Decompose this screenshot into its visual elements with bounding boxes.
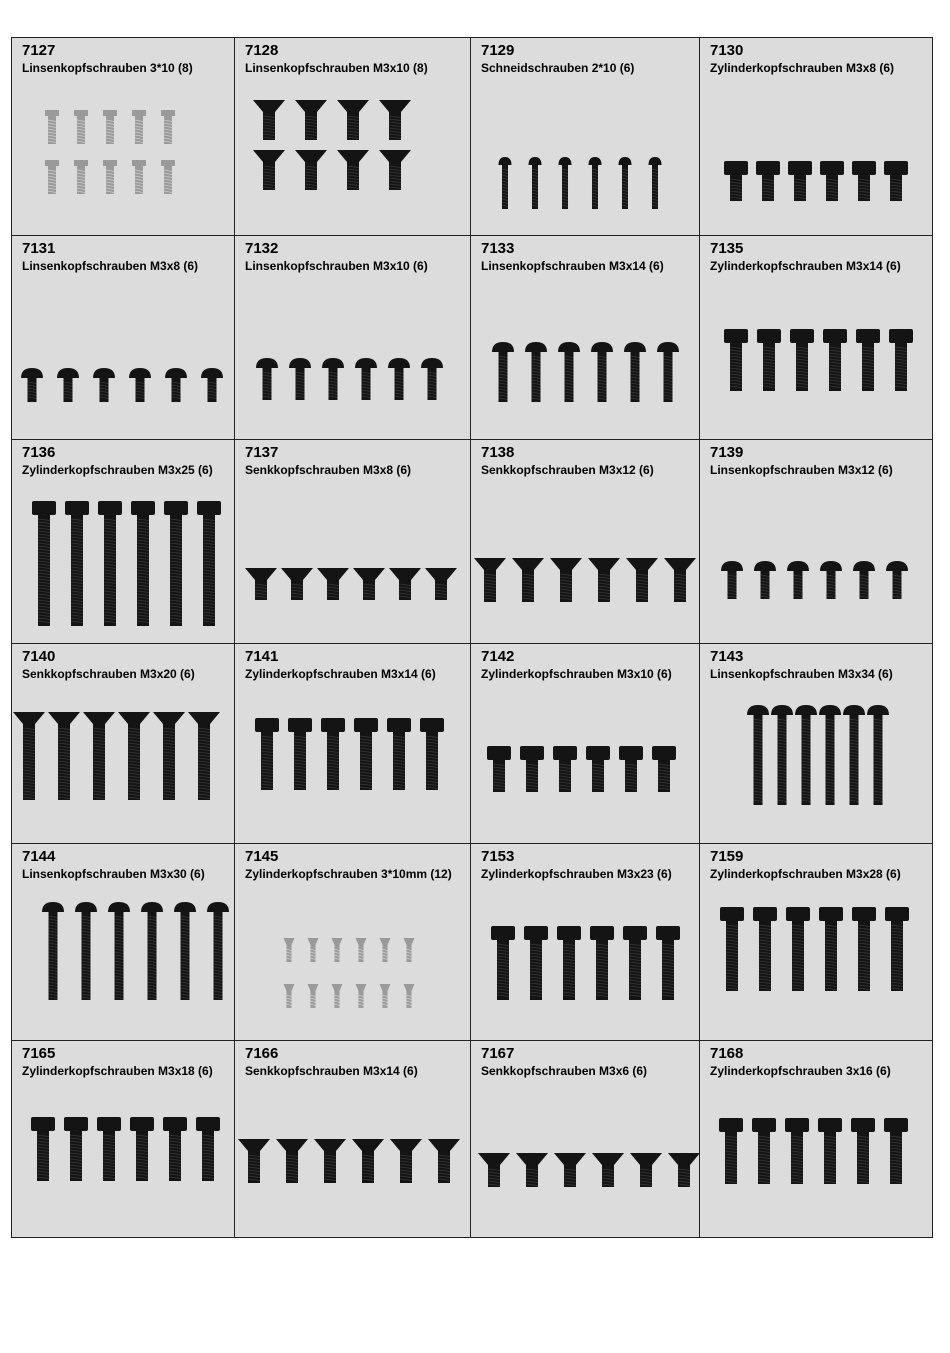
part-description: Zylinderkopfschrauben M3x25 (6) <box>22 463 213 477</box>
screw <box>757 329 781 391</box>
screw <box>379 100 411 140</box>
screw <box>64 1117 88 1181</box>
screw <box>512 558 544 602</box>
screw <box>93 368 115 402</box>
screw <box>188 712 220 800</box>
part-number: 7139 <box>710 444 744 461</box>
screw <box>103 160 117 194</box>
part-cell <box>234 1040 471 1238</box>
part-number: 7167 <box>481 1045 515 1062</box>
screw <box>626 558 658 602</box>
screw <box>354 718 378 790</box>
screw <box>788 161 812 201</box>
screw <box>253 100 285 140</box>
screw <box>785 1118 809 1184</box>
part-cell <box>699 37 933 236</box>
screw <box>75 902 97 1000</box>
part-description: Senkkopfschrauben M3x6 (6) <box>481 1064 648 1078</box>
screw <box>355 358 377 400</box>
screw <box>491 926 515 1000</box>
part-cell <box>699 1040 933 1238</box>
part-description: Linsenkopfschrauben M3x8 (6) <box>22 259 199 273</box>
part-description: Senkkopfschrauben M3x14 (6) <box>245 1064 418 1078</box>
screw <box>630 1153 662 1187</box>
screw <box>387 718 411 790</box>
part-description: Linsenkopfschrauben M3x30 (6) <box>22 867 205 881</box>
screw <box>819 705 841 805</box>
screw <box>420 718 444 790</box>
part-description: Zylinderkopfschrauben M3x23 (6) <box>481 867 672 881</box>
screw <box>818 1118 842 1184</box>
screw <box>57 368 79 402</box>
screw <box>284 938 295 962</box>
screw <box>553 746 577 792</box>
screw <box>281 568 313 600</box>
screw <box>255 718 279 790</box>
part-description: Zylinderkopfschrauben 3*10mm (12) <box>245 867 452 881</box>
screw <box>652 746 676 792</box>
screw <box>295 100 327 140</box>
part-description: Linsenkopfschrauben M3x34 (6) <box>710 667 893 681</box>
screw <box>337 150 369 190</box>
part-description: Linsenkopfschrauben 3*10 (8) <box>22 61 193 75</box>
part-number: 7159 <box>710 848 744 865</box>
part-cell <box>11 235 235 440</box>
screw <box>819 907 843 991</box>
screw <box>288 718 312 790</box>
screw <box>720 907 744 991</box>
screw <box>820 561 842 599</box>
part-number: 7166 <box>245 1045 279 1062</box>
screw <box>404 984 415 1008</box>
part-number: 7130 <box>710 42 744 59</box>
screw <box>786 907 810 991</box>
screw <box>656 926 680 1000</box>
screw <box>42 902 64 1000</box>
part-cell <box>470 1040 700 1238</box>
screw <box>32 501 56 626</box>
part-cell <box>470 643 700 844</box>
part-description: Zylinderkopfschrauben M3x10 (6) <box>481 667 672 681</box>
part-cell <box>11 843 235 1041</box>
screw <box>379 150 411 190</box>
screw <box>389 568 421 600</box>
screw <box>153 712 185 800</box>
part-cell <box>699 235 933 440</box>
screw <box>201 368 223 402</box>
screw <box>289 358 311 400</box>
part-cell <box>234 843 471 1041</box>
screw <box>624 342 646 402</box>
screw <box>97 1117 121 1181</box>
screw <box>664 558 696 602</box>
part-description: Zylinderkopfschrauben 3x16 (6) <box>710 1064 891 1078</box>
part-description: Linsenkopfschrauben M3x10 (6) <box>245 259 428 273</box>
part-number: 7127 <box>22 42 56 59</box>
screw <box>48 712 80 800</box>
screw <box>380 984 391 1008</box>
part-description: Senkkopfschrauben M3x8 (6) <box>245 463 412 477</box>
screw <box>161 110 175 144</box>
part-number: 7138 <box>481 444 515 461</box>
screw <box>851 1118 875 1184</box>
screw <box>554 1153 586 1187</box>
screw <box>724 329 748 391</box>
screw <box>478 1153 510 1187</box>
screw <box>520 746 544 792</box>
part-description: Zylinderkopfschrauben M3x14 (6) <box>245 667 436 681</box>
screw <box>795 705 817 805</box>
screw <box>649 157 662 209</box>
screw <box>131 501 155 626</box>
screw <box>132 110 146 144</box>
screw <box>853 561 875 599</box>
part-number: 7144 <box>22 848 56 865</box>
screw <box>13 712 45 800</box>
screw <box>588 558 620 602</box>
part-cell <box>470 439 700 644</box>
screw <box>45 110 59 144</box>
part-cell <box>699 843 933 1041</box>
part-description: Zylinderkopfschrauben M3x18 (6) <box>22 1064 213 1078</box>
screw <box>756 161 780 201</box>
screw <box>428 1139 460 1183</box>
screw <box>623 926 647 1000</box>
part-cell <box>699 439 933 644</box>
screw <box>163 1117 187 1181</box>
part-cell <box>234 439 471 644</box>
part-description: Senkkopfschrauben M3x20 (6) <box>22 667 195 681</box>
screw <box>592 1153 624 1187</box>
screw <box>421 358 443 400</box>
screw <box>197 501 221 626</box>
screw <box>558 342 580 402</box>
screw <box>245 568 277 600</box>
part-cell <box>470 235 700 440</box>
screw <box>516 1153 548 1187</box>
screw <box>308 984 319 1008</box>
screw <box>559 157 572 209</box>
screw <box>524 926 548 1000</box>
part-number: 7133 <box>481 240 515 257</box>
screw <box>525 342 547 402</box>
screw <box>787 561 809 599</box>
part-cell <box>699 643 933 844</box>
screw <box>771 705 793 805</box>
part-number: 7141 <box>245 648 279 665</box>
screw <box>356 938 367 962</box>
screw <box>884 161 908 201</box>
screw <box>284 984 295 1008</box>
screw <box>31 1117 55 1181</box>
screw <box>108 902 130 1000</box>
screw <box>425 568 457 600</box>
part-description: Schneidschrauben 2*10 (6) <box>481 61 635 75</box>
part-cell <box>234 643 471 844</box>
part-number: 7132 <box>245 240 279 257</box>
screw <box>207 902 229 1000</box>
screw <box>21 368 43 402</box>
part-number: 7129 <box>481 42 515 59</box>
screw <box>322 358 344 400</box>
screw <box>141 902 163 1000</box>
part-cell <box>11 37 235 236</box>
screw <box>657 342 679 402</box>
screw-catalog-grid <box>11 37 932 1237</box>
screw <box>719 1118 743 1184</box>
part-description: Linsenkopfschrauben M3x10 (8) <box>245 61 428 75</box>
part-number: 7142 <box>481 648 515 665</box>
screw <box>174 902 196 1000</box>
part-description: Zylinderkopfschrauben M3x14 (6) <box>710 259 901 273</box>
screw <box>823 329 847 391</box>
screw <box>529 157 542 209</box>
screw <box>337 100 369 140</box>
screw <box>867 705 889 805</box>
part-number: 7131 <box>22 240 56 257</box>
screw <box>332 984 343 1008</box>
screw <box>550 558 582 602</box>
screw <box>884 1118 908 1184</box>
screw <box>885 907 909 991</box>
part-cell <box>234 37 471 236</box>
screw <box>317 568 349 600</box>
part-cell <box>11 439 235 644</box>
part-number: 7136 <box>22 444 56 461</box>
screw <box>724 161 748 201</box>
screw <box>161 160 175 194</box>
screw <box>352 1139 384 1183</box>
screw <box>165 368 187 402</box>
screw <box>98 501 122 626</box>
part-number: 7140 <box>22 648 56 665</box>
screw <box>196 1117 220 1181</box>
screw <box>253 150 285 190</box>
screw <box>295 150 327 190</box>
part-cell <box>470 843 700 1041</box>
screw <box>45 160 59 194</box>
screw <box>103 110 117 144</box>
screw <box>499 157 512 209</box>
screw <box>790 329 814 391</box>
part-number: 7145 <box>245 848 279 865</box>
screw <box>591 342 613 402</box>
screw <box>404 938 415 962</box>
screw <box>353 568 385 600</box>
part-cell <box>234 235 471 440</box>
part-description: Linsenkopfschrauben M3x14 (6) <box>481 259 664 273</box>
screw <box>492 342 514 402</box>
screw <box>132 160 146 194</box>
screw <box>256 358 278 400</box>
screw <box>130 1117 154 1181</box>
screw <box>889 329 913 391</box>
screw <box>747 705 769 805</box>
screw <box>619 746 643 792</box>
part-number: 7153 <box>481 848 515 865</box>
screw <box>380 938 391 962</box>
screw <box>886 561 908 599</box>
screw <box>474 558 506 602</box>
screw <box>852 907 876 991</box>
screw <box>276 1139 308 1183</box>
part-number: 7143 <box>710 648 744 665</box>
screw <box>83 712 115 800</box>
screw <box>74 160 88 194</box>
part-number: 7168 <box>710 1045 744 1062</box>
screw <box>487 746 511 792</box>
screw <box>129 368 151 402</box>
screw <box>74 110 88 144</box>
part-cell <box>470 37 700 236</box>
screw <box>619 157 632 209</box>
screw <box>721 561 743 599</box>
screw <box>557 926 581 1000</box>
screw <box>308 938 319 962</box>
part-description: Senkkopfschrauben M3x12 (6) <box>481 463 654 477</box>
part-cell <box>11 1040 235 1238</box>
screw <box>852 161 876 201</box>
part-number: 7135 <box>710 240 744 257</box>
part-number: 7137 <box>245 444 279 461</box>
screw <box>754 561 776 599</box>
screw <box>356 984 367 1008</box>
screw <box>753 907 777 991</box>
screw <box>589 157 602 209</box>
part-number: 7165 <box>22 1045 56 1062</box>
part-description: Zylinderkopfschrauben M3x8 (6) <box>710 61 895 75</box>
screw <box>856 329 880 391</box>
part-cell <box>11 643 235 844</box>
screw <box>820 161 844 201</box>
screw <box>668 1153 700 1187</box>
screw <box>586 746 610 792</box>
part-description: Linsenkopfschrauben M3x12 (6) <box>710 463 893 477</box>
screw <box>118 712 150 800</box>
screw <box>388 358 410 400</box>
screw <box>238 1139 270 1183</box>
screw <box>314 1139 346 1183</box>
screw <box>332 938 343 962</box>
part-number: 7128 <box>245 42 279 59</box>
screw <box>590 926 614 1000</box>
screw <box>164 501 188 626</box>
screw <box>321 718 345 790</box>
screw <box>843 705 865 805</box>
screw <box>752 1118 776 1184</box>
screw <box>65 501 89 626</box>
part-description: Zylinderkopfschrauben M3x28 (6) <box>710 867 901 881</box>
screw <box>390 1139 422 1183</box>
